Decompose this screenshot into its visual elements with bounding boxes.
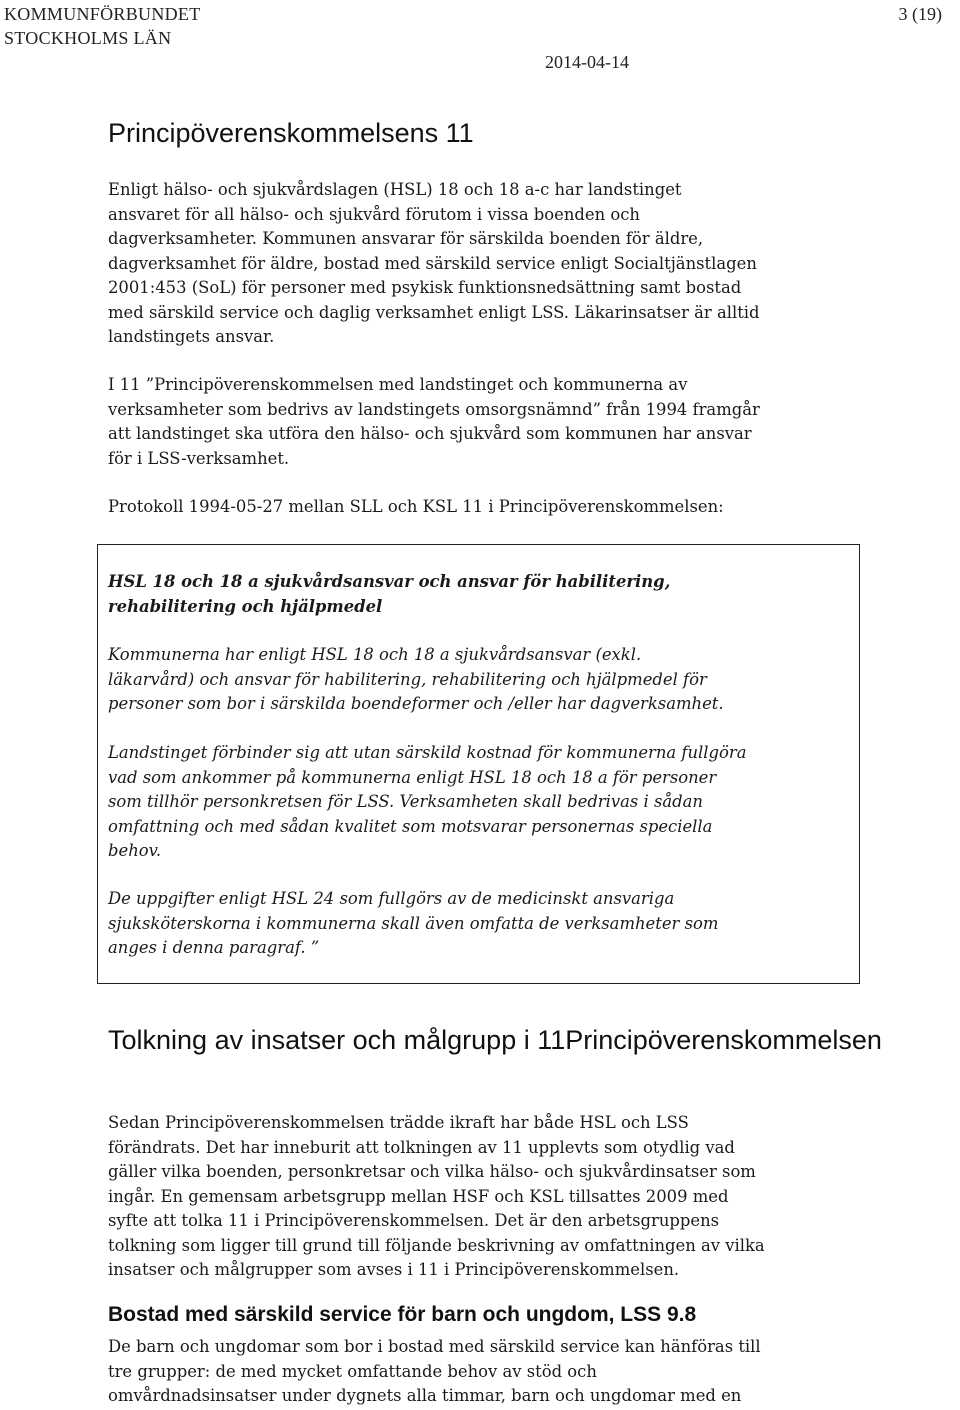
text-line: 2001:453 (SoL) för personer med psykisk funktionsnedsättning samt bostad bbox=[108, 278, 742, 297]
paragraph-hsl-responsibility bbox=[108, 178, 853, 350]
text-line: De barn och ungdomar som bor i bostad med särskild service kan hänföras till bbox=[108, 1337, 761, 1356]
text-line: omfattning och med sådan kvalitet som motsvarar personernas speciella bbox=[108, 816, 713, 836]
page-number: 3 (19) bbox=[898, 4, 942, 24]
text-line: landstingets ansvar. bbox=[108, 327, 275, 346]
text-line: tolkning som ligger till grund till följande beskrivning av omfattningen av vilka bbox=[108, 1235, 765, 1255]
box-heading bbox=[108, 570, 848, 619]
text-line: ingår. En gemensam arbetsgrupp mellan HSF och KSL tillsattes 2009 med bbox=[108, 1186, 729, 1206]
text-line: sjuksköterskorna i kommunerna skall även omfatta de verksamheter som bbox=[108, 913, 719, 933]
text-line: Tolkning av insatser och målgrupp i 11 bbox=[108, 1025, 566, 1055]
text-line: som tillhör personkretsen för LSS. Verksamheten skall bedrivas i sådan bbox=[108, 792, 703, 811]
text-line: gäller vilka boenden, personkretsar och vilka hälso- och sjukvårdinsatser som bbox=[108, 1162, 756, 1181]
org-line-1: KOMMUNFÖRBUNDET bbox=[4, 4, 201, 24]
text-line: med särskild service och daglig verksamhet enligt LSS. Läkarinsatser är alltid bbox=[108, 302, 760, 322]
text-line: för i LSS-verksamhet. bbox=[108, 448, 290, 468]
text-line: läkarvård) och ansvar för habilitering, rehabilitering och hjälpmedel för bbox=[108, 669, 707, 689]
text-line: Sedan Principöverenskommelsen trädde ikraft har både HSL och LSS bbox=[108, 1113, 689, 1132]
text-line: rehabilitering och hjälpmedel bbox=[108, 596, 383, 616]
section-heading-3: Bostad med särskild service för barn och ungdom, LSS 9.8 bbox=[108, 1303, 697, 1326]
text-line: Landstinget förbinder sig att utan särskild kostnad för kommunerna fullgöra bbox=[108, 743, 747, 762]
text-line: anges i denna paragraf. ” bbox=[108, 938, 320, 957]
text-line: Principöverenskommelsen bbox=[565, 1025, 882, 1055]
text-line: personer som bor i särskilda boendeformer och /eller har dagverksamhet. bbox=[108, 694, 724, 713]
text-line: vad som ankommer på kommunerna enligt HSL 18 och 18 a för personer bbox=[108, 767, 717, 787]
box-paragraph-3 bbox=[108, 887, 848, 961]
text-line: syfte att tolka 11 i Principöverenskommelsen. Det är den arbetsgruppens bbox=[108, 1211, 720, 1230]
box-paragraph-2 bbox=[108, 741, 848, 864]
text-line: insatser och målgrupper som avses i 11 i Principöverenskommelsen. bbox=[108, 1260, 680, 1279]
document-date: 2014-04-14 bbox=[545, 52, 629, 72]
text-line: omvårdnadsinsatser under dygnets alla timmar, barn och ungdomar med en bbox=[108, 1386, 742, 1405]
text-line: att landstinget ska utföra den hälso- och sjukvård som kommunen har ansvar bbox=[108, 424, 752, 443]
text-line: dagverksamheter. Kommunen ansvarar för särskilda boenden för äldre, bbox=[108, 229, 704, 248]
text-line: verksamheter som bedrivs av landstingets omsorgsnämnd” från 1994 framgår bbox=[108, 399, 760, 419]
text-line: HSL 18 och 18 a sjukvårdsansvar och ansvar för habilitering, bbox=[108, 572, 671, 591]
text-line: Protokoll 1994-05-27 mellan SLL och KSL 11 i Principöverenskommelsen: bbox=[108, 497, 724, 516]
text-line: I 11 ”Principöverenskommelsen med landstinget och kommunerna av bbox=[108, 375, 688, 394]
organization-name bbox=[4, 2, 201, 50]
paragraph-section-11 bbox=[108, 373, 853, 471]
text-line: Kommunerna har enligt HSL 18 och 18 a sjukvårdsansvar (exkl. bbox=[108, 645, 642, 664]
paragraph-protocol bbox=[108, 495, 853, 520]
box-paragraph-1 bbox=[108, 643, 848, 717]
org-line-2: STOCKHOLMS LÄN bbox=[4, 28, 172, 48]
text-line: förändrats. Det har inneburit att tolkningen av 11 upplevts som otydlig vad bbox=[108, 1137, 735, 1157]
section-heading-2 bbox=[108, 1027, 882, 1054]
text-line: tre grupper: de med mycket omfattande behov av stöd och bbox=[108, 1361, 597, 1381]
paragraph-interpretation bbox=[108, 1111, 853, 1283]
text-line: dagverksamhet för äldre, bostad med särskild service enligt Socialtjänstlagen bbox=[108, 253, 757, 273]
text-line: behov. bbox=[108, 841, 162, 860]
paragraph-housing-children bbox=[108, 1335, 853, 1409]
section-heading-1: Principöverenskommelsens 11 bbox=[108, 118, 474, 148]
text-line: De uppgifter enligt HSL 24 som fullgörs av de medicinskt ansvariga bbox=[108, 889, 675, 908]
text-line: ansvaret för all hälso- och sjukvård förutom i vissa boenden och bbox=[108, 204, 640, 224]
text-line: Enligt hälso- och sjukvårdslagen (HSL) 18 och 18 a-c har landstinget bbox=[108, 180, 682, 199]
